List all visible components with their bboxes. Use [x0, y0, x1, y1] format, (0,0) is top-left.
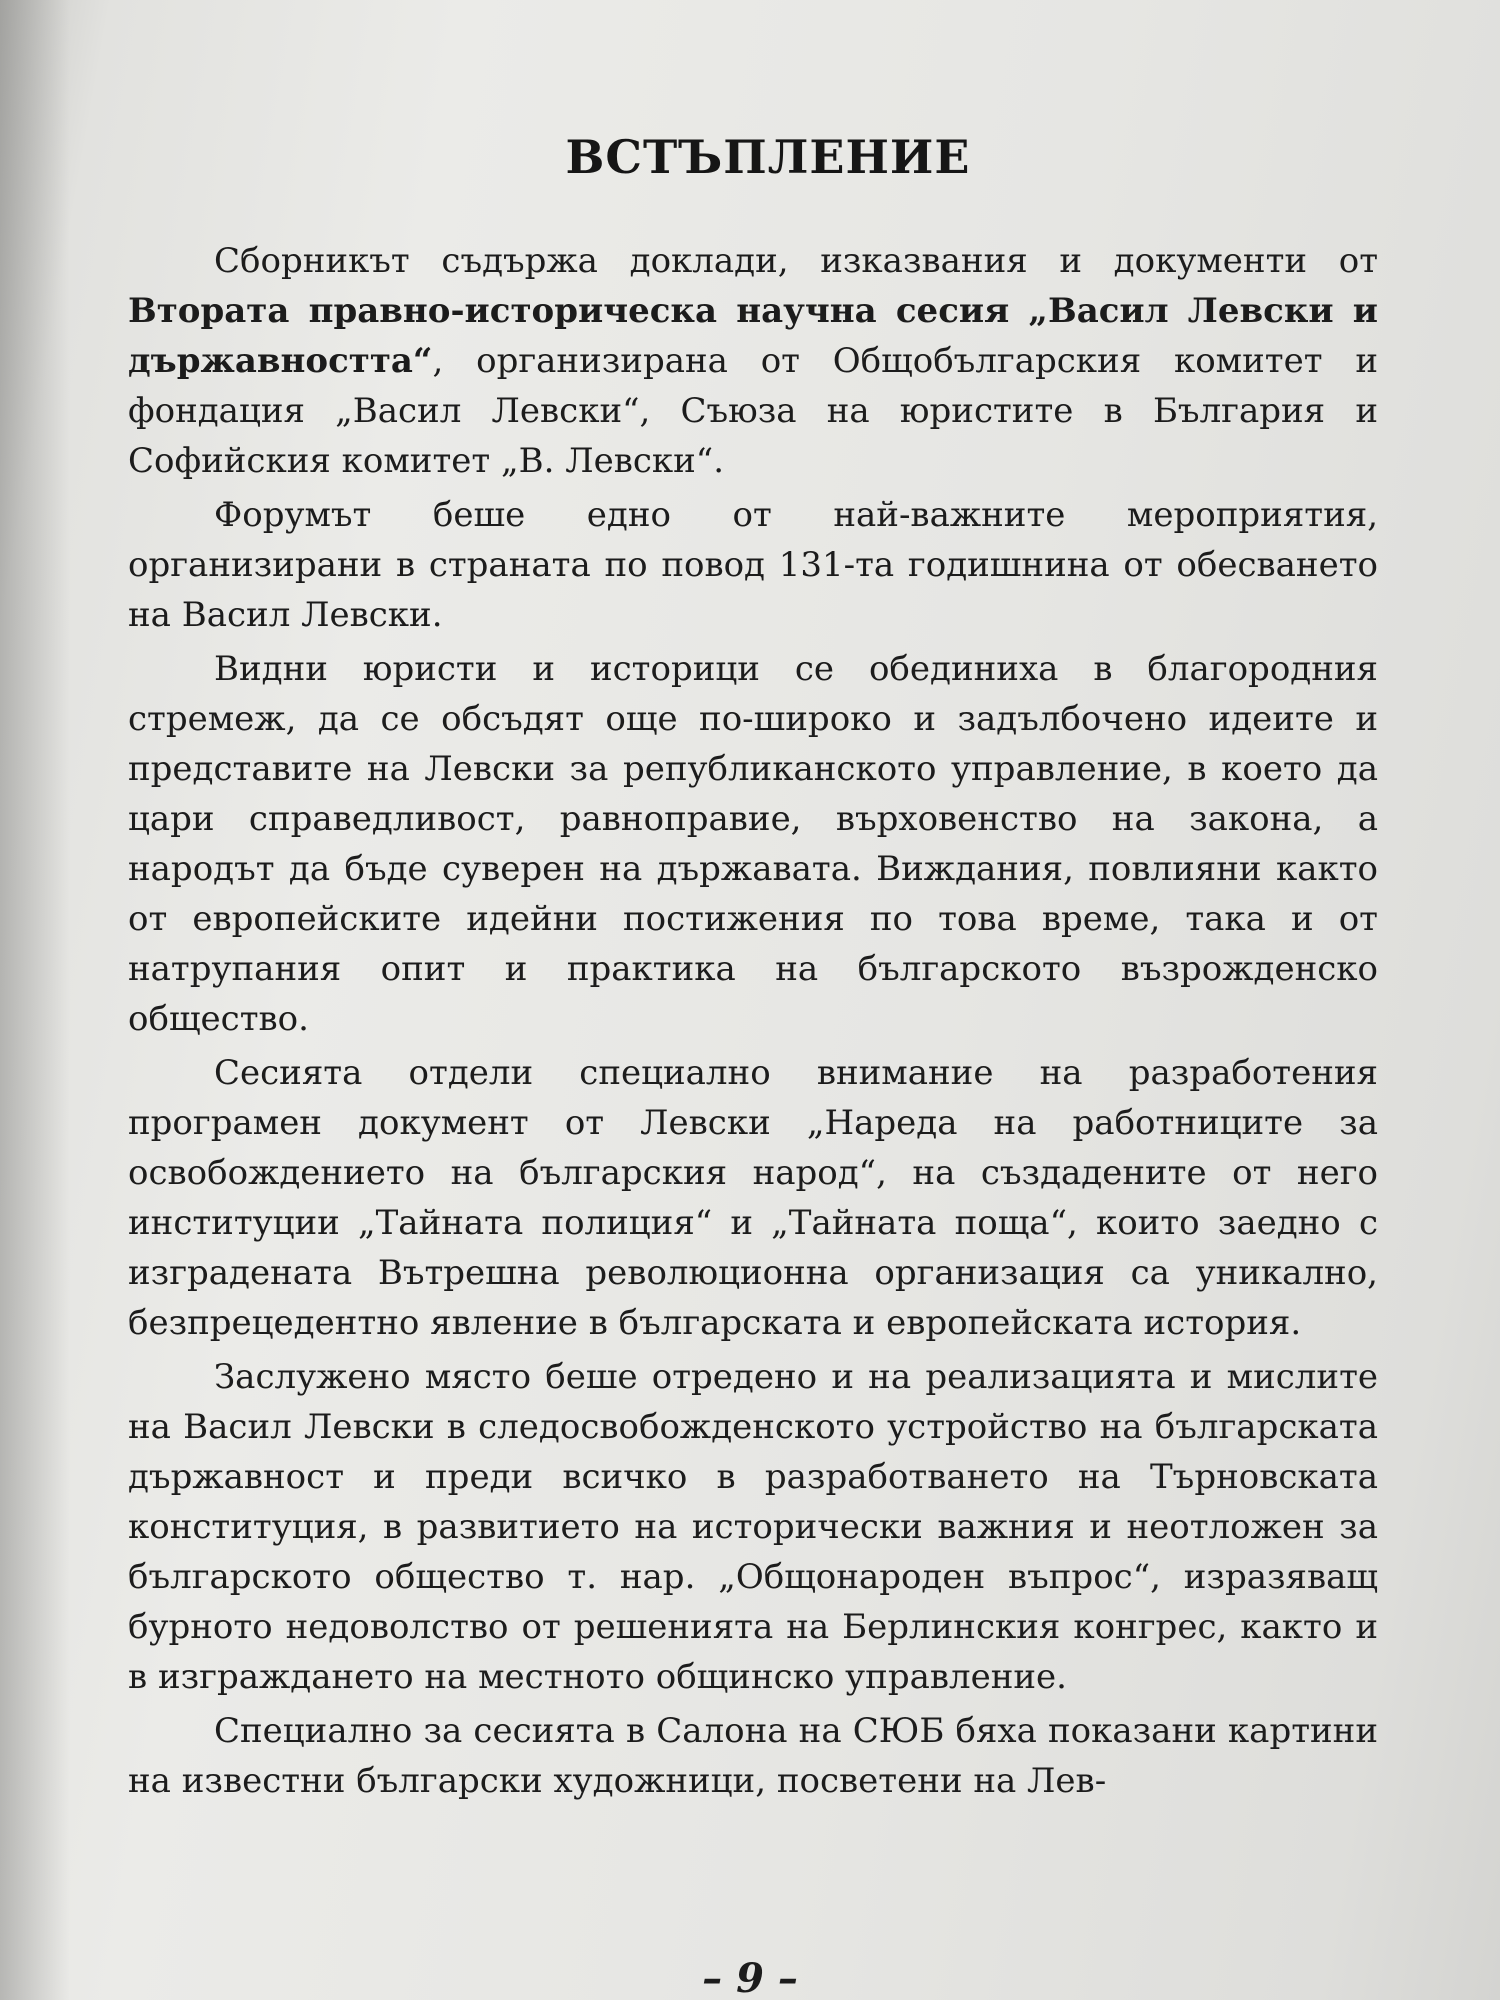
- paragraph-1-rest: , организирана от Общобългарския комитет и фондация „Васил Левски“, Съюза на юристите в България и Софийския комитет „В. Левски“.: [128, 341, 1378, 481]
- paragraph-1-lead: Сборникът съдържа доклади, изказвания и документи от: [214, 241, 1378, 281]
- paragraph-2: Форумът беше едно от най-важните мероприятия, организирани в страната по повод 131-та годишнина от обесването на Васил Левски.: [128, 495, 1378, 635]
- paragraph-4: Сесията отдели специално внимание на разработения програмен документ от Левски „Нареда на работниците за освобождението на българския народ“, на създадените от него институции „Тайната полиция“ и „Тайната поща“, които заедно с изградената Вътрешна революционна организация са уникално, безпрецедентно явление в българската и европейската история.: [128, 1053, 1378, 1343]
- page-content: [128, 130, 1378, 1810]
- page-number: – 9 –: [702, 1955, 798, 2000]
- paragraph-1-bold-session-name: Втората правно-историческа научна сесия „Васил Левски и държавността“: [128, 291, 1378, 381]
- page-gutter-shadow: [0, 0, 70, 2000]
- paragraph-1: [128, 236, 1378, 486]
- paragraph-3: Видни юристи и историци се обединиха в благородния стремеж, да се обсъдят още по-широко и задълбочено идеите и представите на Левски за републиканското управление, в което да цари справедливост, равноправие, върховенство на закона, а народът да бъде суверен на държавата. Виждания, повлияни както от европейските идейни постижения по това време, така и от натрупания опит и практика на българското възрожденско общество.: [128, 649, 1378, 1039]
- paragraph-5: Заслужено място беше отредено и на реализацията и мислите на Васил Левски в следосвобожденското устройство на българската държавност и преди всичко в разработването на Търновската конституция, в развитието на исторически важния и неотложен за българското общество т. нар. „Общонароден въпрос“, изразяващ бурното недоволство от решенията на Берлинския конгрес, както и в изграждането на местното общинско управление.: [128, 1357, 1378, 1697]
- page-title: ВСТЪПЛЕНИЕ: [565, 130, 971, 184]
- paragraph-6: Специално за сесията в Салона на СЮБ бяха показани картини на известни български художници, посветени на Лев-: [128, 1711, 1378, 1801]
